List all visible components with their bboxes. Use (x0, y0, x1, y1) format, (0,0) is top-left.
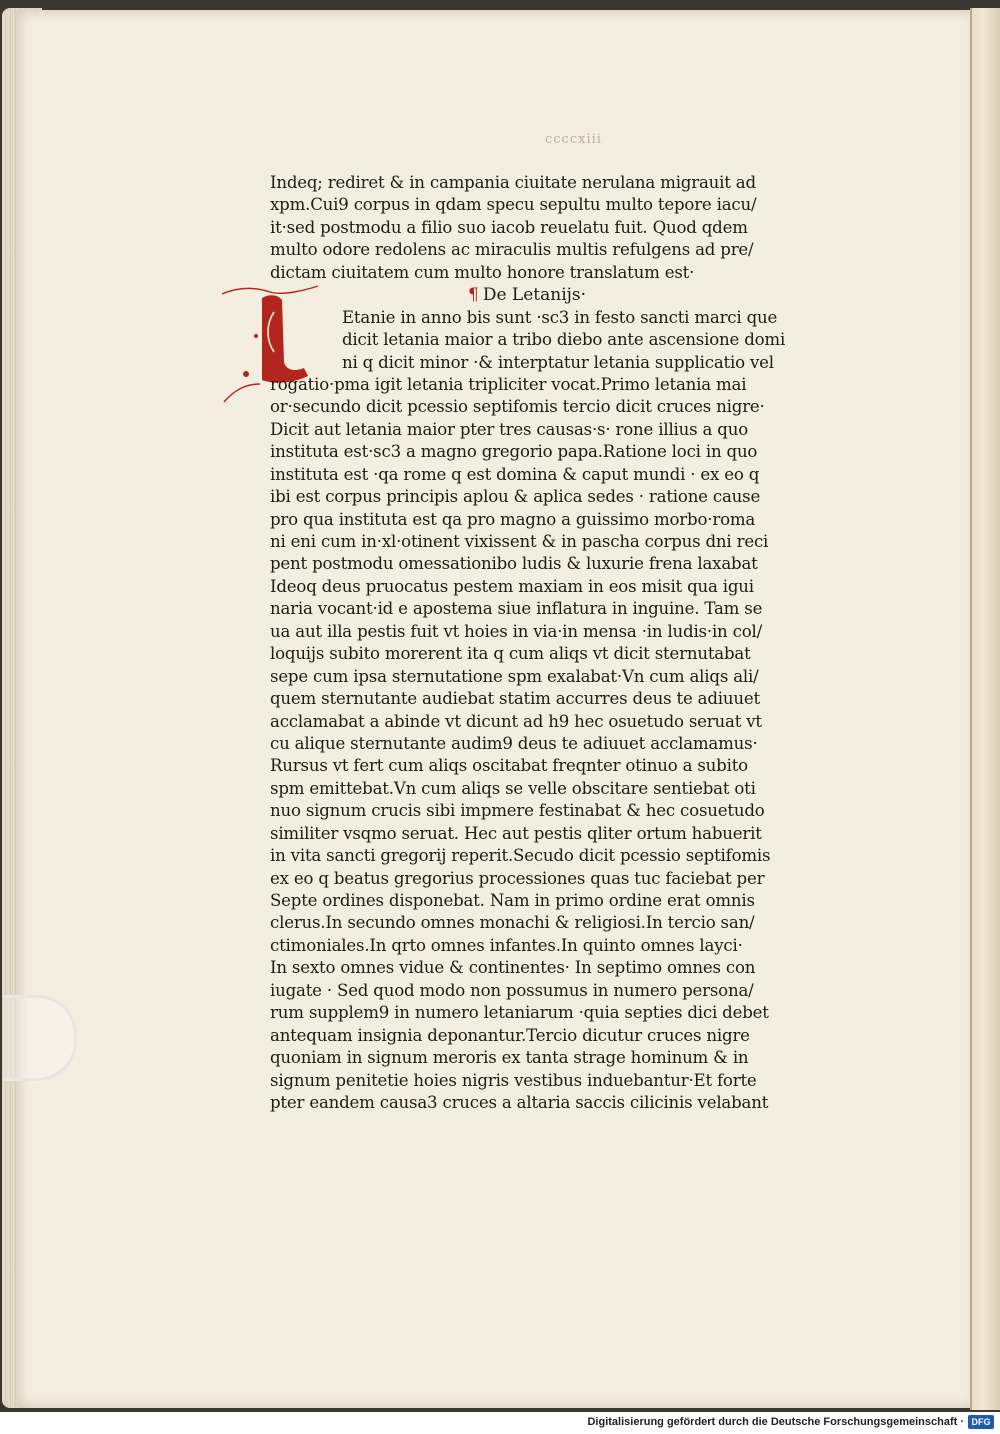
text-line: sepe cum ipsa sternutatione spm exalabat·Vn cum aliqs ali/ (270, 666, 759, 686)
text-line: multo odore redolens ac miraculis multis refulgens ad pre/ (270, 240, 754, 260)
text-line: Dicit aut letania maior pter tres causas·s· rone illius a quo (270, 419, 749, 439)
text-line: ni q dicit minor ·& interptatur letania supplicatio vel (342, 352, 774, 372)
text-line: instituta est·sc3 a magno gregorio papa.Ratione loci in quo (270, 442, 758, 462)
text-line: xpm.Cui9 corpus in qdam specu sepultu multo tepore iacu/ (270, 195, 757, 215)
right-page-edge (970, 8, 1000, 1410)
text-line: Rursus vt fert cum aliqs oscitabat freqnter otinuo a subito (270, 756, 748, 776)
text-line: Septe ordines disponebat. Nam in primo ordine erat omnis (270, 891, 755, 910)
text-line: Etanie in anno bis sunt ·sc3 in festo sancti marci que (342, 307, 778, 327)
text-line: Indeq; rediret & in campania ciuitate nerulana migrauit ad (270, 173, 756, 192)
text-line: dicit letania maior a tribo diebo ante ascensione domi (342, 330, 786, 350)
main-text-block (270, 172, 815, 1114)
text-line: it·sed postmodu a filio suo iacob reuelatu fuit. Quod qdem (270, 217, 748, 237)
chapter-heading-text: De Letanijs· (482, 285, 587, 306)
text-line: In sexto omnes vidue & continentes· In septimo omnes con (270, 958, 756, 978)
text-line: clerus.In secundo omnes monachi & religiosi.In tercio san/ (270, 913, 755, 933)
text-line: instituta est ·qa rome q est domina & caput mundi · ex eo q (270, 464, 760, 484)
text-line: ctimoniales.In qrto omnes infantes.In quinto omnes layci· (270, 935, 743, 955)
folio-number: ccccxiii (545, 132, 602, 147)
text-line: pter eandem causa3 cruces a altaria saccis cilicinis velabant (270, 1092, 769, 1112)
chapter-heading (270, 284, 815, 306)
text-line: quem sternutante audiebat statim accurres deus te adiuuet (270, 689, 760, 709)
pilcrow-icon: ¶ (468, 285, 479, 306)
text-line: ua aut illa pestis fuit vt hoies in via·in mensa ·in ludis·in col/ (270, 621, 763, 641)
text-line: similiter vsqmo seruat. Hec aut pestis qliter ortum habuerit (270, 823, 762, 843)
text-line: in vita sancti gregorij reperit.Secudo dicit pcessio septifomis (270, 846, 771, 866)
paper-clip (4, 995, 77, 1081)
text-line: Ideoq deus pruocatus pestem maxiam in eos misit qua igui (270, 576, 754, 596)
text-line: ex eo q beatus gregorius processiones quas tuc faciebat per (270, 868, 765, 888)
text-line: loquijs subito morerent ita q cum aliqs vt dicit sternutabat (270, 644, 751, 664)
text-line: pro qua instituta est qa pro magno a guissimo morbo·roma (270, 509, 756, 529)
text-line: acclamabat a abinde vt dicunt ad h9 hec osuetudo seruat vt (270, 711, 762, 731)
text-line: naria vocant·id e apostema siue inflatura in inguine. Tam se (270, 599, 763, 619)
text-line: ni eni cum in·xl·otinent vixissent & in pascha corpus dni reci (270, 532, 769, 551)
text-line: pent postmodu omessationibo ludis & luxurie frena laxabat (270, 554, 758, 574)
text-line: rum supplem9 in numero letaniarum ·quia septies dici debet (270, 1003, 769, 1023)
footer-credit: Digitalisierung gefördert durch die Deutsche Forschungsgemeinschaft · (587, 1416, 964, 1428)
text-line: quoniam in signum meroris ex tanta strage hominum & in (270, 1048, 749, 1068)
text-line: dictam ciuitatem cum multo honore translatum est· (270, 262, 695, 282)
text-line: cu alique sternutante audim9 deus te adiuuet acclamamus· (270, 733, 758, 753)
text-line: nuo signum crucis sibi impmere festinabat & hec cosuetudo (270, 801, 765, 821)
text-line: or·secundo dicit pcessio septifomis tercio dicit cruces nigre· (270, 397, 765, 417)
text-line: spm emittebat.Vn cum aliqs se velle obscitare sentiebat oti (270, 778, 756, 798)
text-line: antequam insignia deponantur.Tercio dicutur cruces nigre (270, 1025, 750, 1045)
text-line: signum penitetie hoies nigris vestibus induebantur·Et forte (270, 1070, 757, 1090)
text-line: ibi est corpus principis aplou & aplica sedes · ratione cause (270, 487, 761, 507)
dfg-logo: DFG (968, 1415, 994, 1429)
text-line: iugate · Sed quod modo non possumus in numero persona/ (270, 980, 754, 1000)
text-line: rogatio·pma igit letania tripliciter vocat.Primo letania mai (270, 374, 747, 394)
